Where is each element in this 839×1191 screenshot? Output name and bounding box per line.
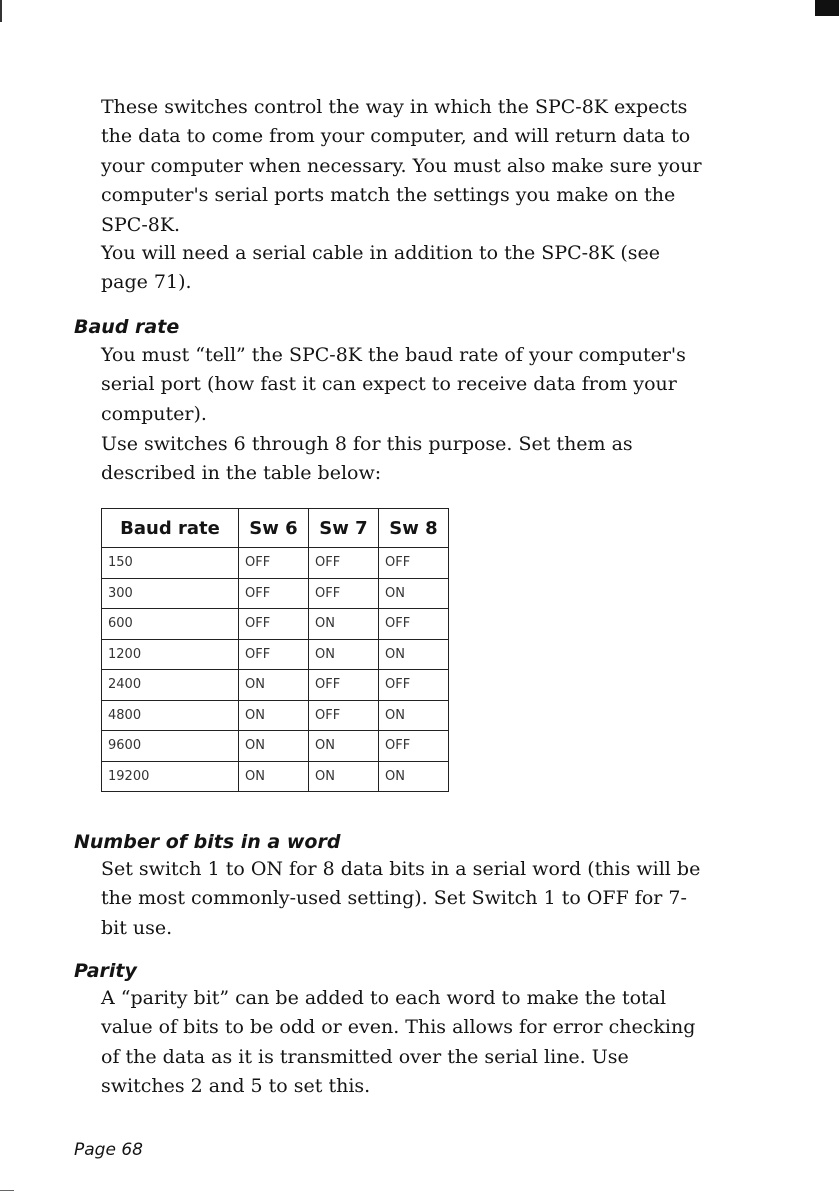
- table-cell: OFF: [309, 700, 379, 731]
- table-cell: ON: [379, 578, 449, 609]
- table-cell: ON: [239, 700, 309, 731]
- table-row: [102, 700, 449, 731]
- table-cell: OFF: [379, 548, 449, 579]
- scan-mark: [815, 0, 839, 16]
- table-cell: 9600: [102, 731, 239, 762]
- table-cell: OFF: [239, 578, 309, 609]
- table-cell: ON: [239, 670, 309, 701]
- section-heading-baud-rate: Baud rate: [74, 316, 180, 338]
- table-cell: 4800: [102, 700, 239, 731]
- intro-paragraph-1: These switches control the way in which the SPC-8K expects the data to come from your computer, and will return data to your computer when necessary. You must also make sure your computer's serial ports match the settings you make on the SPC-8K.: [101, 96, 702, 236]
- table-cell: OFF: [309, 578, 379, 609]
- table-cell: 600: [102, 609, 239, 640]
- table-cell: 2400: [102, 670, 239, 701]
- table-cell: OFF: [379, 609, 449, 640]
- table-header-row: [102, 509, 449, 548]
- table-cell: OFF: [239, 548, 309, 579]
- table-row: [102, 761, 449, 792]
- baud-rate-paragraph-1: You must “tell” the SPC-8K the baud rate of your computer's serial port (how fast it can expect to receive data from your computer).: [101, 344, 686, 425]
- table-cell: OFF: [239, 609, 309, 640]
- table-row: [102, 548, 449, 579]
- table-cell: ON: [309, 609, 379, 640]
- table-cell: 1200: [102, 639, 239, 670]
- baud-rate-paragraph-2: Use switches 6 through 8 for this purpose. Set them as described in the table below:: [101, 433, 633, 485]
- table-cell: ON: [309, 731, 379, 762]
- table-header-cell: Baud rate: [102, 509, 239, 548]
- table-cell: ON: [309, 761, 379, 792]
- table-cell: OFF: [379, 731, 449, 762]
- section-heading-parity: Parity: [74, 960, 137, 982]
- table-cell: ON: [239, 761, 309, 792]
- table-cell: OFF: [309, 548, 379, 579]
- table-header-cell: Sw 7: [309, 509, 379, 548]
- table-cell: OFF: [379, 670, 449, 701]
- section-heading-bits: Number of bits in a word: [74, 831, 341, 853]
- table-cell: 19200: [102, 761, 239, 792]
- table-cell: 300: [102, 578, 239, 609]
- table-header-cell: Sw 6: [239, 509, 309, 548]
- table-header-cell: Sw 8: [379, 509, 449, 548]
- table-row: [102, 609, 449, 640]
- table-cell: OFF: [239, 639, 309, 670]
- table-cell: OFF: [309, 670, 379, 701]
- intro-paragraph-2: You will need a serial cable in addition to the SPC-8K (see page 71).: [101, 242, 661, 294]
- table-cell: ON: [239, 731, 309, 762]
- table-cell: ON: [379, 639, 449, 670]
- scan-mark: [0, 0, 2, 22]
- table-row: [102, 731, 449, 762]
- baud-rate-table: [101, 508, 449, 792]
- page-number: Page 68: [74, 1140, 143, 1160]
- table-cell: 150: [102, 548, 239, 579]
- table-cell: ON: [379, 700, 449, 731]
- table-cell: ON: [309, 639, 379, 670]
- table-cell: ON: [379, 761, 449, 792]
- table-row: [102, 670, 449, 701]
- table-row: [102, 578, 449, 609]
- parity-paragraph: A “parity bit” can be added to each word to make the total value of bits to be odd or even. This allows for error checking of the data as it is transmitted over the serial line. Use switches 2 and 5 to set this.: [101, 987, 696, 1098]
- table-row: [102, 639, 449, 670]
- bits-paragraph: Set switch 1 to ON for 8 data bits in a serial word (this will be the most commonly-used setting). Set Switch 1 to OFF for 7-bit use.: [101, 858, 701, 939]
